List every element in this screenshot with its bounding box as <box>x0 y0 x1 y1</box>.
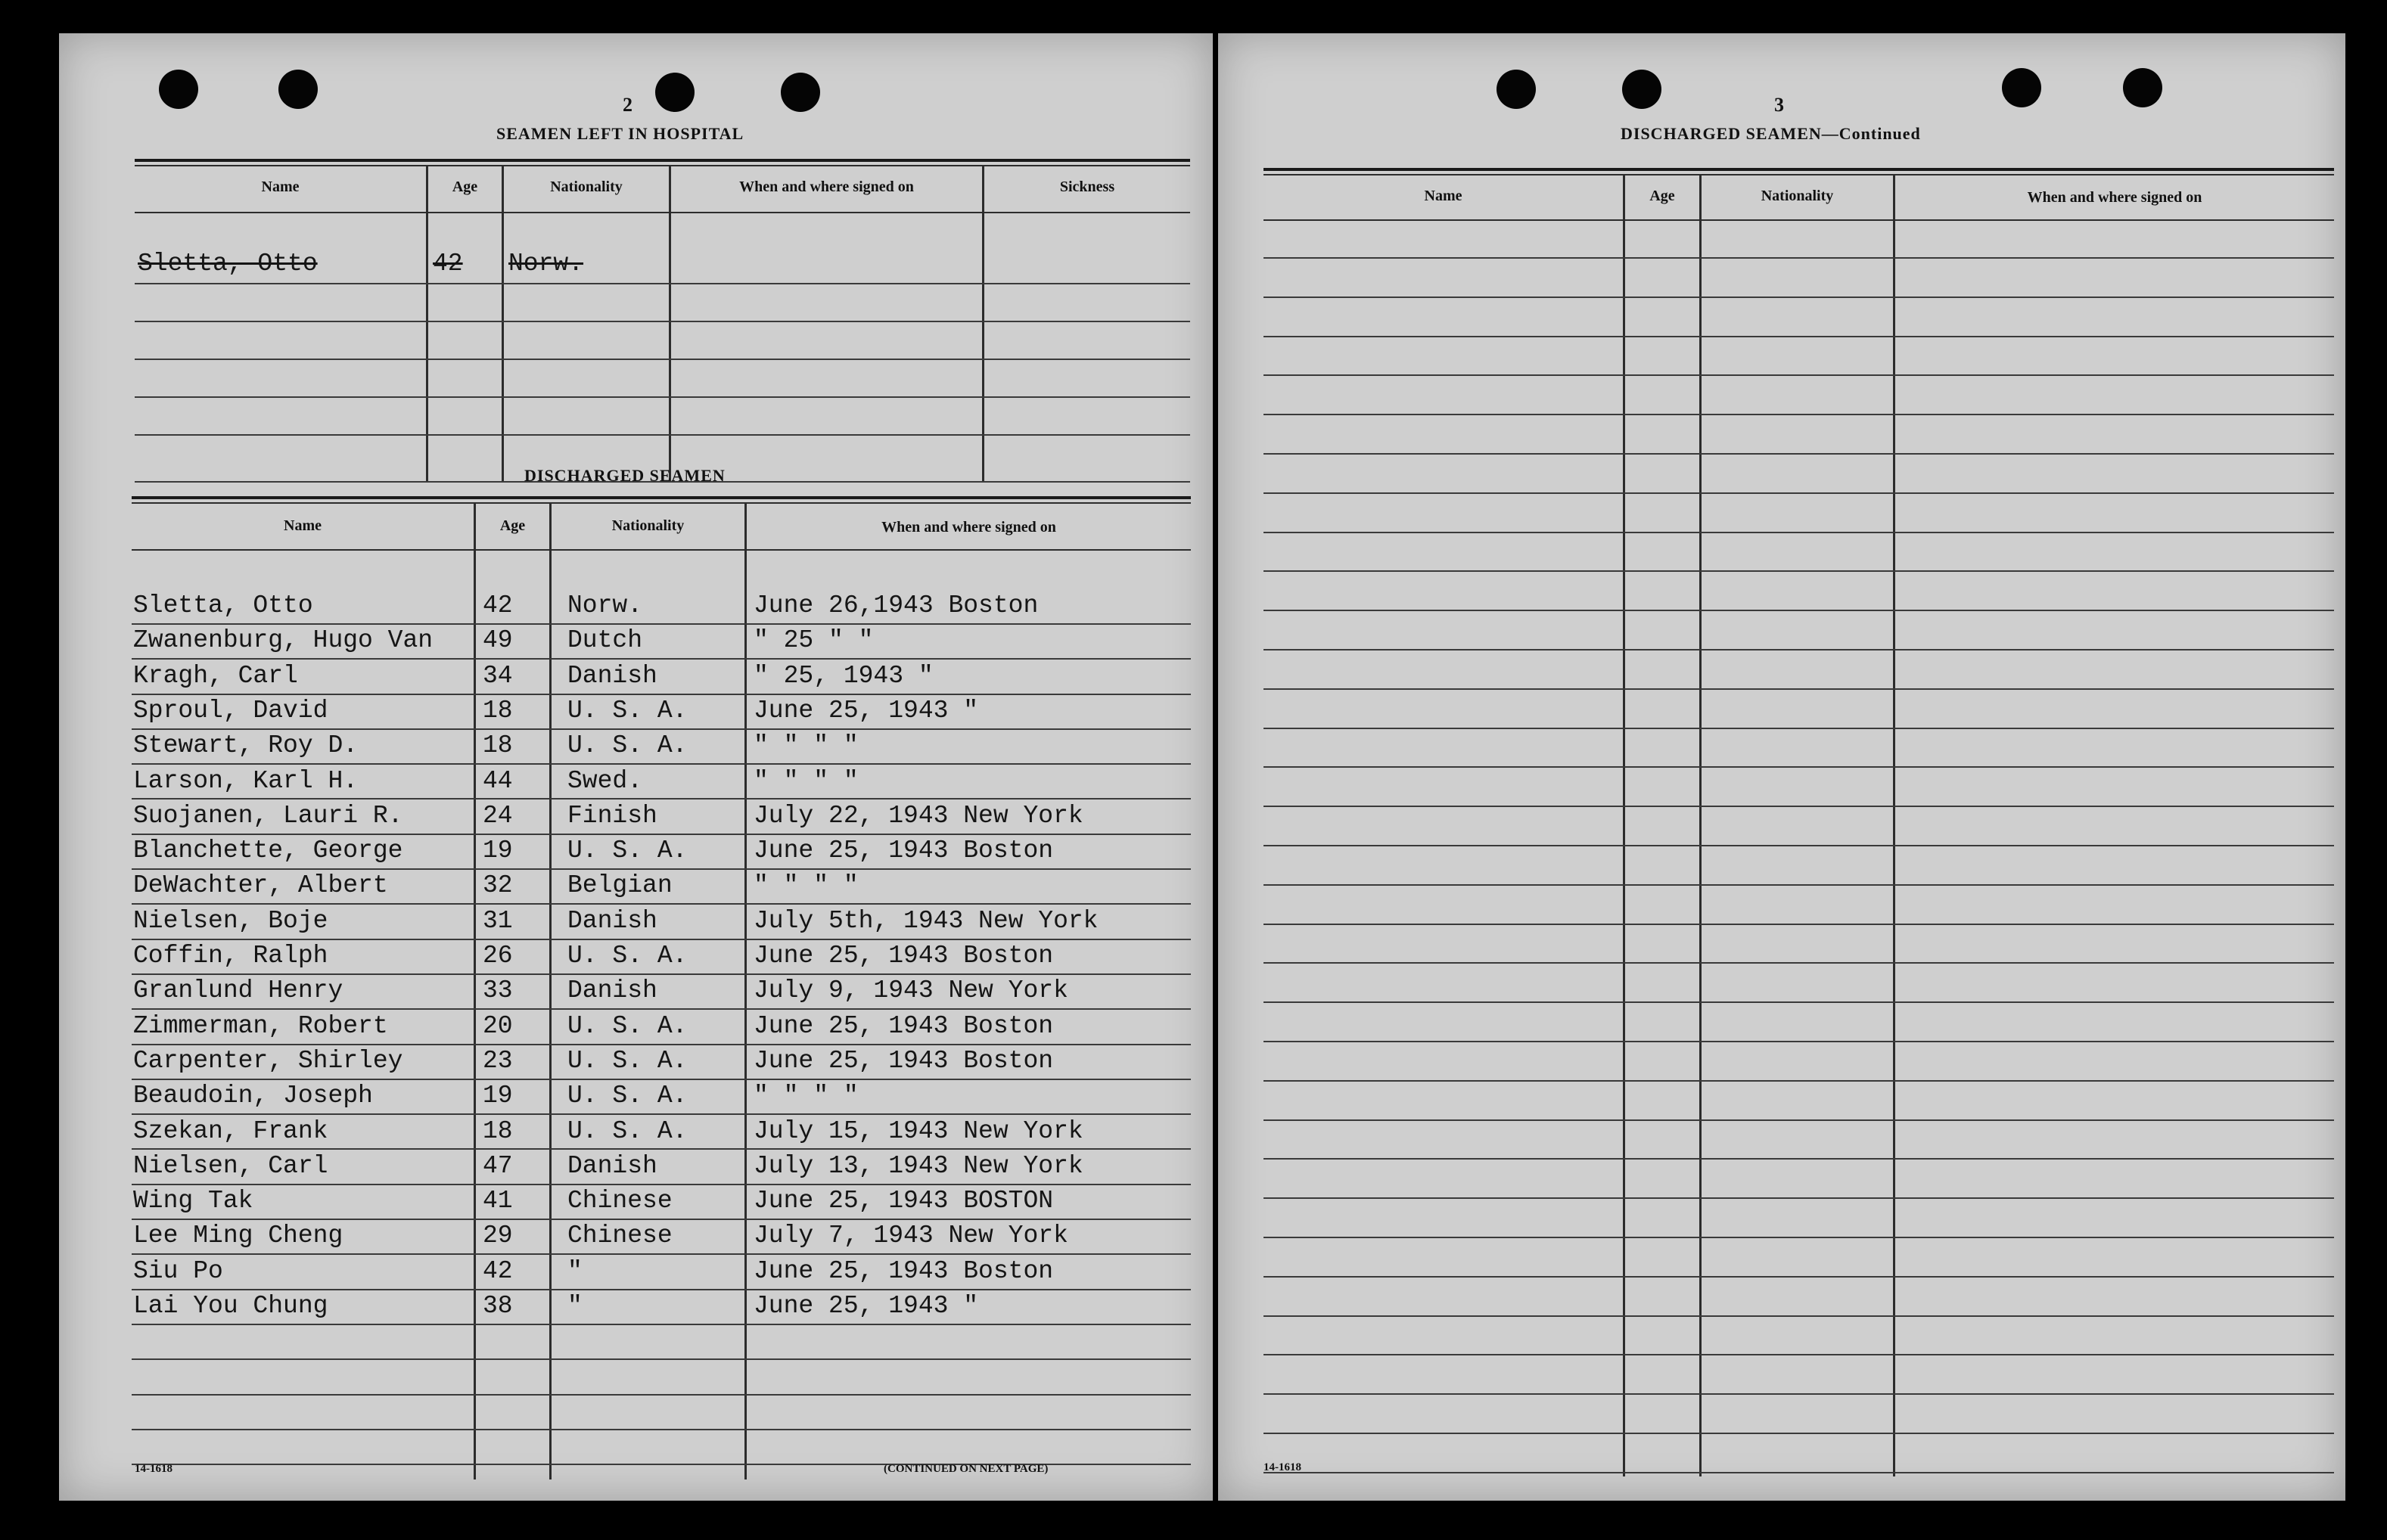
table-rule <box>135 212 1190 213</box>
discharged-section-title: DISCHARGED SEAMEN <box>524 466 726 485</box>
row-line <box>132 728 1191 730</box>
discharged-signed-on: " 25, 1943 " <box>754 661 934 690</box>
hospital-name: Sletta, Otto <box>138 250 318 278</box>
discharged-age: 18 <box>483 731 513 760</box>
row-line <box>1263 688 2334 690</box>
discharged-signed-on: July 15, 1943 New York <box>754 1116 1083 1145</box>
row-line <box>135 434 1190 436</box>
right-page <box>1218 33 2345 1501</box>
discharged-age: 29 <box>483 1222 513 1250</box>
discharged-nationality: Finish <box>567 801 657 830</box>
discharged-name: Sproul, David <box>133 696 328 725</box>
row-line <box>132 1358 1191 1360</box>
row-line <box>132 1289 1191 1290</box>
column-divider <box>1623 175 1625 1476</box>
row-line <box>1263 610 2334 611</box>
discharged-nationality: Danish <box>567 906 657 935</box>
discharged-nationality: U. S. A. <box>567 837 688 865</box>
column-header-signed-on: When and where signed on <box>739 179 914 195</box>
row-line <box>1263 845 2334 846</box>
row-line <box>1263 1354 2334 1355</box>
discharged-name: Nielsen, Boje <box>133 906 328 935</box>
discharged-age: 44 <box>483 766 513 795</box>
row-line <box>1263 728 2334 729</box>
table-rule <box>1263 174 2334 175</box>
row-line <box>1263 766 2334 768</box>
column-header-sickness: Sickness <box>1059 179 1115 195</box>
discharged-signed-on: " " " " <box>754 1082 859 1110</box>
table-rule <box>135 159 1190 162</box>
page-number: 2 <box>623 94 632 116</box>
punch-hole <box>655 73 695 112</box>
discharged-name: Stewart, Roy D. <box>133 731 359 760</box>
discharged-signed-on: " " " " <box>754 731 859 760</box>
discharged-name: Carpenter, Shirley <box>133 1046 403 1075</box>
discharged-name: Blanchette, George <box>133 837 403 865</box>
discharged-nationality: Norw. <box>567 591 643 619</box>
table-rule <box>1263 219 2334 221</box>
discharged-name: Zwanenburg, Hugo Van <box>133 626 434 655</box>
discharged-age: 23 <box>483 1046 513 1075</box>
left-page <box>59 33 1213 1501</box>
discharged-nationality: " <box>567 1256 583 1285</box>
punch-hole <box>781 73 820 112</box>
discharged-name: Szekan, Frank <box>133 1116 328 1145</box>
discharged-nationality: " <box>567 1292 583 1320</box>
row-line <box>132 868 1191 870</box>
discharged-age: 33 <box>483 976 513 1005</box>
punch-hole <box>159 70 198 109</box>
row-line <box>132 1324 1191 1325</box>
row-line <box>1263 924 2334 925</box>
discharged-name: Larson, Karl H. <box>133 766 359 795</box>
discharged-nationality: U. S. A. <box>567 1046 688 1075</box>
row-line <box>132 1113 1191 1115</box>
column-divider <box>549 504 552 1479</box>
row-line <box>1263 336 2334 337</box>
form-number: 14-1618 <box>135 1463 172 1475</box>
column-divider <box>744 504 747 1479</box>
table-rule <box>132 496 1191 499</box>
discharged-nationality: Chinese <box>567 1222 673 1250</box>
row-line <box>132 763 1191 765</box>
discharged-nationality: U. S. A. <box>567 1116 688 1145</box>
discharged-signed-on: " " " " <box>754 871 859 900</box>
discharged-name: Sletta, Otto <box>133 591 313 619</box>
punch-hole <box>2123 68 2162 107</box>
row-line <box>1263 257 2334 259</box>
column-header-age: Age <box>452 179 478 195</box>
row-line <box>135 283 1190 284</box>
discharged-signed-on: " 25 " " <box>754 626 874 655</box>
discharged-name: Granlund Henry <box>133 976 343 1005</box>
row-line <box>132 1219 1191 1220</box>
row-line <box>135 321 1190 322</box>
row-line <box>132 1008 1191 1010</box>
discharged-signed-on: July 7, 1943 New York <box>754 1222 1068 1250</box>
discharged-nationality: Belgian <box>567 871 673 900</box>
row-line <box>132 1394 1191 1396</box>
row-line <box>135 359 1190 360</box>
discharged-age: 47 <box>483 1151 513 1180</box>
row-line <box>1263 1041 2334 1042</box>
discharged-age: 42 <box>483 591 513 619</box>
discharged-age: 19 <box>483 837 513 865</box>
row-line <box>132 1148 1191 1150</box>
discharged-name: Nielsen, Carl <box>133 1151 328 1180</box>
discharged-nationality: Danish <box>567 1151 657 1180</box>
column-header-signed-on: When and where signed on <box>2027 189 2202 206</box>
table-rule <box>135 165 1190 166</box>
discharged-signed-on: June 25, 1943 " <box>754 1292 979 1320</box>
row-line <box>1263 1433 2334 1434</box>
row-line <box>1263 1197 2334 1199</box>
discharged-age: 18 <box>483 1116 513 1145</box>
discharged-age: 38 <box>483 1292 513 1320</box>
table-rule <box>132 549 1191 551</box>
column-header-age: Age <box>499 517 526 534</box>
row-line <box>132 1253 1191 1255</box>
discharged-signed-on: June 25, 1943 Boston <box>754 1046 1054 1075</box>
discharged-signed-on: " " " " <box>754 766 859 795</box>
discharged-nationality: U. S. A. <box>567 942 688 970</box>
discharged-name: Zimmerman, Robert <box>133 1011 388 1040</box>
hospital-nationality: Norw. <box>508 250 584 278</box>
punch-hole <box>1622 70 1661 109</box>
discharged-name: Suojanen, Lauri R. <box>133 801 403 830</box>
discharged-nationality: U. S. A. <box>567 696 688 725</box>
row-line <box>1263 1158 2334 1160</box>
column-header-name: Name <box>284 517 322 534</box>
row-line <box>1263 570 2334 572</box>
punch-hole <box>2002 68 2041 107</box>
row-line <box>1263 884 2334 886</box>
row-line <box>1263 962 2334 964</box>
row-line <box>1263 532 2334 533</box>
row-line <box>132 694 1191 695</box>
row-line <box>1263 649 2334 650</box>
discharged-age: 32 <box>483 871 513 900</box>
row-line <box>1263 492 2334 494</box>
row-line <box>132 798 1191 799</box>
discharged-signed-on: June 25, 1943 BOSTON <box>754 1187 1054 1216</box>
row-line <box>132 1184 1191 1185</box>
hospital-section-title: SEAMEN LEFT IN HOSPITAL <box>496 124 744 143</box>
discharged-nationality: U. S. A. <box>567 1082 688 1110</box>
column-header-signed-on: When and where signed on <box>881 519 1056 536</box>
row-line <box>132 939 1191 940</box>
row-line <box>1263 1080 2334 1082</box>
discharged-name: Kragh, Carl <box>133 661 298 690</box>
row-line <box>1263 374 2334 376</box>
table-rule <box>132 502 1191 504</box>
discharged-signed-on: June 25, 1943 " <box>754 696 979 725</box>
column-header-name: Name <box>261 179 300 195</box>
discharged-age: 18 <box>483 696 513 725</box>
continued-note: (CONTINUED ON NEXT PAGE) <box>884 1463 1049 1475</box>
discharged-age: 24 <box>483 801 513 830</box>
row-line <box>132 834 1191 835</box>
discharged-nationality: U. S. A. <box>567 731 688 760</box>
discharged-name: Coffin, Ralph <box>133 942 328 970</box>
discharged-nationality: Swed. <box>567 766 643 795</box>
discharged-signed-on: July 22, 1943 New York <box>754 801 1083 830</box>
discharged-name: Wing Tak <box>133 1187 253 1216</box>
row-line <box>132 903 1191 905</box>
table-rule <box>1263 168 2334 171</box>
discharged-name: Siu Po <box>133 1256 223 1285</box>
discharged-signed-on: July 13, 1943 New York <box>754 1151 1083 1180</box>
right-page-title: DISCHARGED SEAMEN—Continued <box>1621 124 1921 143</box>
punch-hole <box>278 70 318 109</box>
discharged-age: 19 <box>483 1082 513 1110</box>
column-header-nationality: Nationality <box>1761 188 1834 204</box>
row-line <box>1263 453 2334 455</box>
column-header-name: Name <box>1424 188 1462 204</box>
row-line <box>135 396 1190 398</box>
row-line <box>132 973 1191 975</box>
column-header-age: Age <box>1649 188 1675 204</box>
discharged-age: 26 <box>483 942 513 970</box>
column-divider <box>474 504 476 1479</box>
discharged-signed-on: June 25, 1943 Boston <box>754 837 1054 865</box>
discharged-nationality: Danish <box>567 976 657 1005</box>
row-line <box>1263 414 2334 415</box>
discharged-signed-on: June 25, 1943 Boston <box>754 1256 1054 1285</box>
discharged-age: 49 <box>483 626 513 655</box>
row-line <box>1263 1119 2334 1121</box>
row-line <box>132 623 1191 625</box>
discharged-nationality: Danish <box>567 661 657 690</box>
discharged-age: 20 <box>483 1011 513 1040</box>
discharged-signed-on: June 26,1943 Boston <box>754 591 1039 619</box>
discharged-nationality: Dutch <box>567 626 643 655</box>
discharged-signed-on: June 25, 1943 Boston <box>754 1011 1054 1040</box>
discharged-age: 31 <box>483 906 513 935</box>
row-line <box>1263 1472 2334 1473</box>
discharged-signed-on: July 5th, 1943 New York <box>754 906 1099 935</box>
column-divider <box>1893 175 1895 1476</box>
discharged-signed-on: June 25, 1943 Boston <box>754 942 1054 970</box>
discharged-signed-on: July 9, 1943 New York <box>754 976 1068 1005</box>
row-line <box>1263 297 2334 298</box>
discharged-nationality: Chinese <box>567 1187 673 1216</box>
row-line <box>132 1079 1191 1080</box>
column-header-nationality: Nationality <box>550 179 623 195</box>
row-line <box>1263 1237 2334 1238</box>
discharged-name: Lee Ming Cheng <box>133 1222 343 1250</box>
hospital-age: 42 <box>433 250 463 278</box>
row-line <box>1263 1276 2334 1278</box>
punch-hole <box>1497 70 1536 109</box>
row-line <box>132 1044 1191 1045</box>
discharged-age: 34 <box>483 661 513 690</box>
form-number: 14-1618 <box>1263 1461 1301 1473</box>
row-line <box>1263 1001 2334 1003</box>
row-line <box>132 658 1191 660</box>
discharged-name: Lai You Chung <box>133 1292 328 1320</box>
discharged-age: 41 <box>483 1187 513 1216</box>
row-line <box>1263 806 2334 807</box>
page-number: 3 <box>1774 94 1784 116</box>
row-line <box>132 1429 1191 1430</box>
row-line <box>1263 1393 2334 1395</box>
column-header-nationality: Nationality <box>611 517 685 534</box>
row-line <box>1263 1315 2334 1317</box>
discharged-age: 42 <box>483 1256 513 1285</box>
discharged-nationality: U. S. A. <box>567 1011 688 1040</box>
discharged-name: DeWachter, Albert <box>133 871 388 900</box>
discharged-name: Beaudoin, Joseph <box>133 1082 373 1110</box>
column-divider <box>1699 175 1702 1476</box>
